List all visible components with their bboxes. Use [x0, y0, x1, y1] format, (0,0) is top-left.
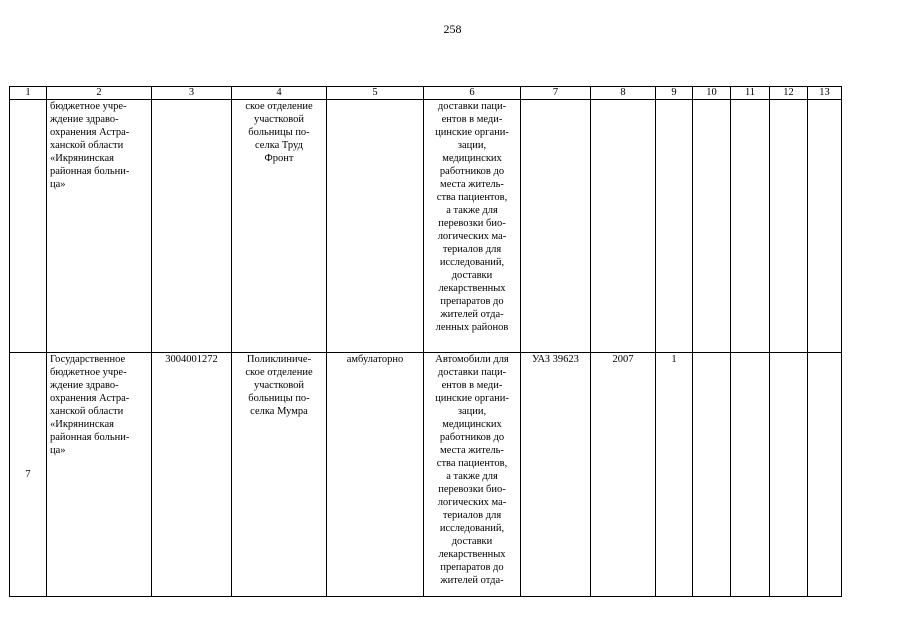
column-header: 6	[424, 87, 521, 100]
column-header: 2	[47, 87, 152, 100]
department-cell: Поликлиниче- ское отделение участковой больницы по- селка Мумра	[232, 353, 327, 597]
column-header: 11	[731, 87, 770, 100]
row-number-cell: 7	[10, 353, 47, 597]
table-cell	[808, 100, 842, 353]
column-header: 1	[10, 87, 47, 100]
vehicle-table	[9, 86, 842, 597]
column-header: 8	[591, 87, 656, 100]
table-row	[10, 100, 842, 353]
institution-cell: бюджетное учре- ждение здраво- охранения Астра- ханской области «Икрянинская районная больни- ца»	[47, 100, 152, 353]
year-cell	[591, 100, 656, 353]
column-header: 12	[770, 87, 808, 100]
care-type-cell: амбулаторно	[327, 353, 424, 597]
column-header: 5	[327, 87, 424, 100]
purpose-cell: Автомобили для доставки паци- ентов в меди- цинские органи- зации, медицинских работников до места житель- ства пациентов, а также для перевозки био- логических ма- териалов для исследований, доставки лекарственных препаратов до жителей отда-	[424, 353, 521, 597]
header-row	[10, 87, 842, 100]
vehicle-model-cell: УАЗ 39623	[521, 353, 591, 597]
inn-cell	[152, 100, 232, 353]
table-cell	[731, 100, 770, 353]
care-type-cell	[327, 100, 424, 353]
column-header: 10	[693, 87, 731, 100]
table-cell	[770, 353, 808, 597]
table-cell	[693, 100, 731, 353]
quantity-cell	[656, 100, 693, 353]
table-cell	[808, 353, 842, 597]
quantity-cell: 1	[656, 353, 693, 597]
table-cell	[770, 100, 808, 353]
column-header: 7	[521, 87, 591, 100]
institution-cell: Государственное бюджетное учре- ждение здраво- охранения Астра- ханской области «Икрянинская районная больни- ца»	[47, 353, 152, 597]
table-row	[10, 353, 842, 597]
year-cell: 2007	[591, 353, 656, 597]
inn-cell: 3004001272	[152, 353, 232, 597]
column-header: 4	[232, 87, 327, 100]
purpose-cell: доставки паци- ентов в меди- цинские органи- зации, медицинских работников до места житель- ства пациентов, а также для перевозки био- логических ма- териалов для исследований, доставки лекарственных препаратов до жителей отда- ленных районов	[424, 100, 521, 353]
department-cell: ское отделение участковой больницы по- селка Труд Фронт	[232, 100, 327, 353]
vehicle-model-cell	[521, 100, 591, 353]
table-cell	[731, 353, 770, 597]
row-number-cell	[10, 100, 47, 353]
column-header: 13	[808, 87, 842, 100]
column-header: 9	[656, 87, 693, 100]
page-number: 258	[443, 22, 462, 36]
table-cell	[693, 353, 731, 597]
column-header: 3	[152, 87, 232, 100]
